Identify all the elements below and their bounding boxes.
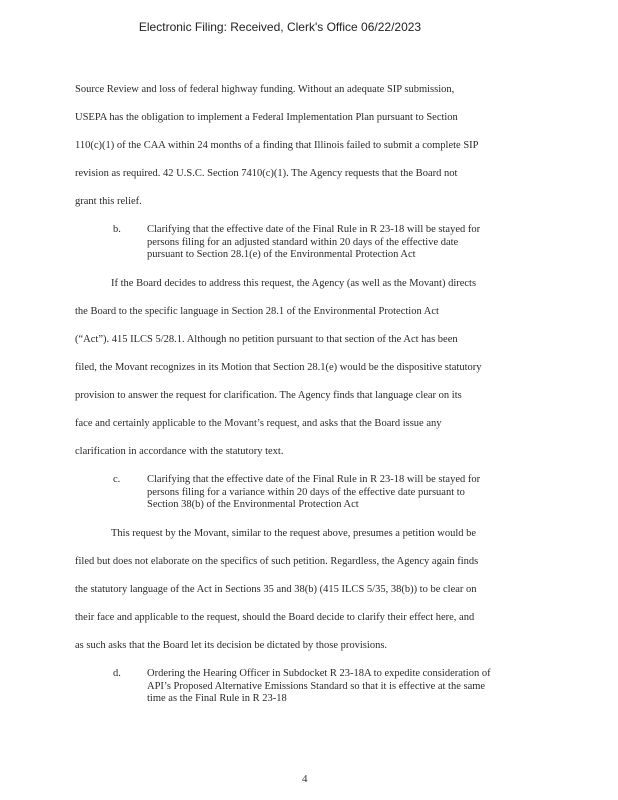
text-line: filed, the Movant recognizes in its Motion that Section 28.1(e) would be the dispositive statutory — [75, 362, 482, 373]
text-line: USEPA has the obligation to implement a Federal Implementation Plan pursuant to Section — [75, 112, 458, 123]
text-line: pursuant to Section 28.1(e) of the Environmental Protection Act — [147, 249, 416, 260]
text-line: their face and applicable to the request, should the Board decide to clarify their effect here, and — [75, 612, 475, 623]
text-line: Section 38(b) of the Environmental Protection Act — [147, 499, 359, 510]
list-item-b — [147, 224, 547, 262]
text-line: Clarifying that the effective date of the Final Rule in R 23-18 will be stayed for — [147, 474, 481, 485]
list-marker-b: b. — [113, 224, 121, 235]
list-item-d — [147, 668, 547, 706]
text-line: Source Review and loss of federal highway funding. Without an adequate SIP submission, — [75, 84, 455, 95]
text-line: the Board to the specific language in Section 28.1 of the Environmental Protection Act — [75, 306, 439, 317]
list-marker-c: c. — [113, 474, 121, 485]
list-item-c — [147, 474, 547, 512]
text-line: revision as required. 42 U.S.C. Section 7410(c)(1). The Agency requests that the Board not — [75, 168, 458, 179]
text-line: API’s Proposed Alternative Emissions Standard so that it is effective at the same — [147, 680, 486, 692]
text-line: Ordering the Hearing Officer in Subdocket R 23-18A to expedite consideration of — [147, 668, 491, 679]
text-line: grant this relief. — [75, 196, 142, 207]
list-marker-d: d. — [113, 668, 121, 679]
text-line: as such asks that the Board let its decision be dictated by those provisions. — [75, 640, 388, 651]
text-line: the statutory language of the Act in Sections 35 and 38(b) (415 ILCS 5/35, 38(b)) to be clear on — [75, 584, 477, 595]
text-line: clarification in accordance with the statutory text. — [75, 446, 284, 457]
text-line: If the Board decides to address this request, the Agency (as well as the Movant) directs — [111, 278, 477, 289]
text-line: (“Act”). 415 ILCS 5/28.1. Although no petition pursuant to that section of the Act has been — [75, 334, 458, 345]
text-line: persons filing for a variance within 20 days of the effective date pursuant to — [147, 486, 465, 498]
text-line: provision to answer the request for clarification. The Agency finds that language clear on its — [75, 390, 462, 401]
text-line: persons filing for an adjusted standard within 20 days of the effective date — [147, 236, 459, 248]
text-line: This request by the Movant, similar to the request above, presumes a petition would be — [111, 528, 477, 539]
filing-stamp-header: Electronic Filing: Received, Clerk's Office 06/22/2023 — [138, 20, 422, 34]
text-line: 110(c)(1) of the CAA within 24 months of a finding that Illinois failed to submit a complete SIP — [75, 140, 479, 151]
text-line: time as the Final Rule in R 23-18 — [147, 693, 287, 704]
page-number: 4 — [302, 773, 308, 785]
text-line: filed but does not elaborate on the specifics of such petition. Regardless, the Agency again finds — [75, 556, 479, 567]
text-line: face and certainly applicable to the Movant’s request, and asks that the Board issue any — [75, 418, 442, 429]
text-line: Clarifying that the effective date of the Final Rule in R 23-18 will be stayed for — [147, 224, 481, 235]
